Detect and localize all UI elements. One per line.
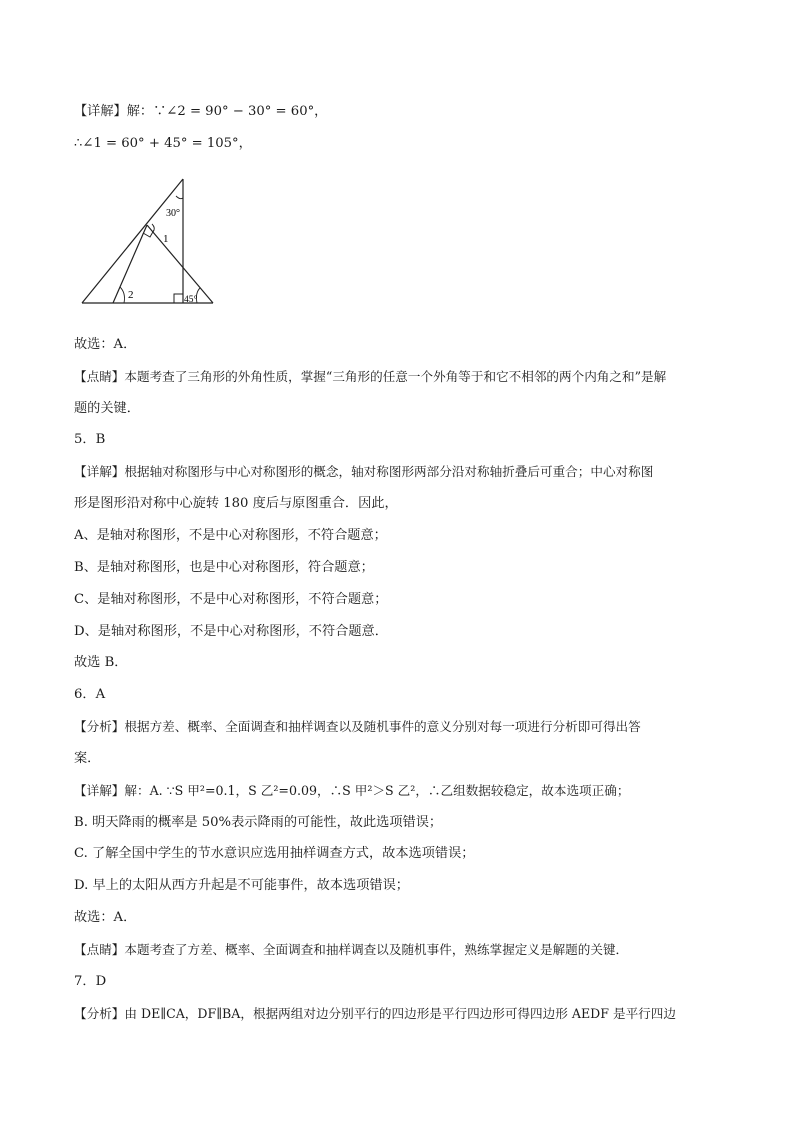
text-line-19: C. 了解全国中学生的节水意识应选用抽样调查方式，故本选项错误；: [74, 846, 475, 861]
angle-arc-2: [120, 287, 125, 303]
text-line-17: 【详解】解：A. ∵S 甲²=0.1，S 乙²=0.09，∴S 甲²＞S 乙²，∴乙组数据较稳定，故本选项正确；: [74, 783, 630, 798]
text-line-4: 【点睛】本题考查了三角形的外角性质，掌握“三角形的任意一个外角等于和它不相邻的两个内角之和”是解: [74, 369, 667, 384]
text-line-15: 【分析】根据方差、概率、全面调查和抽样调查以及随机事件的意义分别对每一项进行分析即可得出答: [74, 719, 641, 734]
label-45-degrees: 45°: [184, 295, 198, 305]
text-line-24: 【分析】由 DE∥CA，DF∥BA，根据两组对边分别平行的四边形是平行四边形可得四边形 AEDF 是平行四边: [74, 1006, 676, 1021]
text-line-18: B. 明天降雨的概率是 50%表示降雨的可能性，故此选项错误；: [74, 815, 443, 830]
option-a-line: A、是轴对称图形，不是中心对称图形，不符合题意；: [74, 528, 387, 543]
answer-number-7: 7．D: [74, 974, 107, 989]
text-line-21: 故选：A．: [74, 910, 137, 925]
text-line-20: D. 早上的太阳从西方升起是不可能事件，故本选项错误；: [74, 878, 409, 893]
label-angle-1: 1: [163, 233, 169, 245]
cross-segment: [147, 225, 213, 303]
answer-number-6: 6．A: [74, 687, 106, 702]
label-30-degrees: 30°: [166, 208, 180, 219]
label-angle-2: 2: [128, 289, 134, 301]
angle-arc-30: [176, 196, 183, 199]
triangle-figure: [80, 176, 220, 308]
option-b-line: B、是轴对称图形，也是中心对称图形，符合题意；: [74, 560, 374, 575]
text-line-3: 故选：A．: [74, 337, 137, 352]
text-line-13: 故选 B．: [74, 655, 128, 670]
answer-number-5: 5．B: [74, 432, 106, 447]
text-line-16: 案．: [74, 751, 101, 766]
text-line-2: ∴∠1 = 60° + 45° = 105°，: [74, 136, 252, 151]
text-line-22: 【点睛】本题考查了方差、概率、全面调查和抽样调查以及随机事件，熟练掌握定义是解题的关键．: [74, 942, 629, 957]
right-angle-mark-base: [174, 294, 183, 303]
text-line-8: 形是图形沿对称中心旋转 180 度后与原图重合．因此，: [74, 496, 398, 511]
option-c-line: C、是轴对称图形，不是中心对称图形，不符合题意；: [74, 592, 388, 607]
text-line-5: 题的关键．: [74, 401, 140, 416]
text-line-7: 【详解】根据轴对称图形与中心对称图形的概念，轴对称图形两部分沿对称轴折叠后可重合；中心对称图: [74, 464, 654, 479]
option-d-line: D、是轴对称图形，不是中心对称图形，不符合题意．: [74, 624, 388, 639]
text-line-1: 【详解】解：∵∠2 = 90° − 30° = 60°，: [74, 104, 328, 119]
